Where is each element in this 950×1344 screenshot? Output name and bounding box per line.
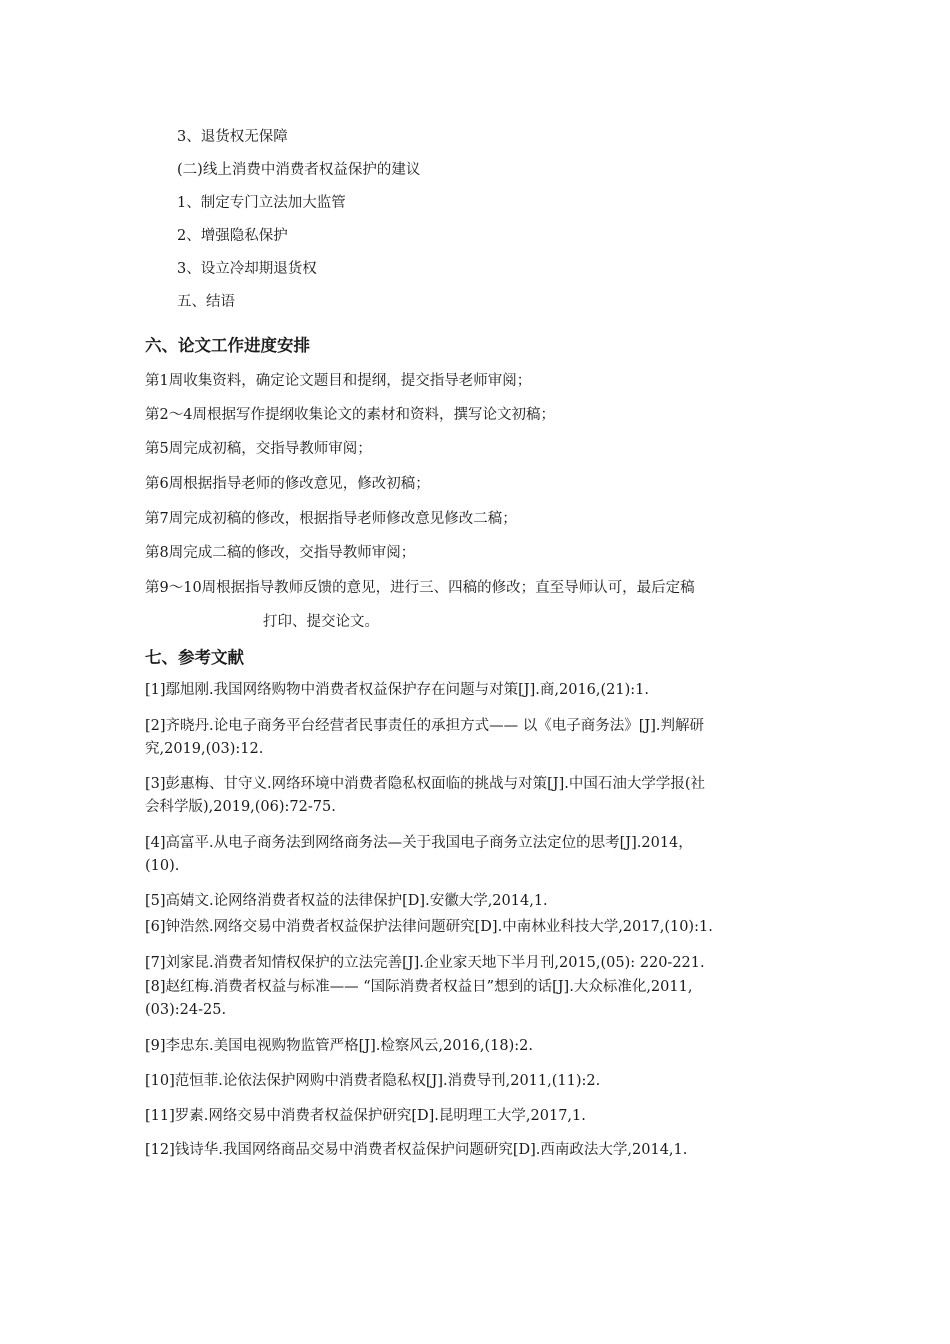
reference-line: 究,2019,(03):12. — [145, 741, 264, 757]
outline-item: (二)线上消费中消费者权益保护的建议 — [177, 162, 421, 178]
reference-item — [145, 1105, 810, 1128]
reference-item — [145, 1070, 810, 1093]
reference-line: (10). — [145, 858, 180, 874]
schedule-heading: 六、论文工作进度安排 — [145, 336, 310, 355]
reference-line: [9]李忠东.美国电视购物监管严格[J].检察风云,2016,(18):2. — [145, 1038, 533, 1054]
reference-line: [6]钟浩然.网络交易中消费者权益保护法律问题研究[D].中南林业科技大学,2017,(10):1. — [145, 919, 713, 935]
outline-item: 1、制定专门立法加大监管 — [177, 195, 346, 211]
reference-line: [5]高婧文.论网络消费者权益的法律保护[D].安徽大学,2014,1. — [145, 893, 548, 909]
reference-line: [2]齐晓丹.论电子商务平台经营者民事责任的承担方式—— 以《电子商务法》[J].判解研 — [145, 718, 704, 734]
reference-line: [4]高富平.从电子商务法到网络商务法—关于我国电子商务立法定位的思考[J].2014， — [145, 835, 693, 851]
reference-item — [145, 773, 810, 819]
schedule-continuation: 打印、提交论文。 — [263, 614, 379, 630]
reference-item — [145, 832, 810, 878]
reference-line: [11]罗素.网络交易中消费者权益保护研究[D].昆明理工大学,2017,1. — [145, 1108, 586, 1124]
reference-line: [12]钱诗华.我国网络商品交易中消费者权益保护问题研究[D].西南政法大学,2014,1. — [145, 1142, 688, 1158]
schedule-item: 第6周根据指导老师的修改意见，修改初稿； — [145, 476, 430, 492]
reference-item — [145, 715, 810, 761]
reference-item — [145, 976, 810, 1022]
schedule-item: 第2～4周根据写作提纲收集论文的素材和资料，撰写论文初稿； — [145, 407, 555, 423]
schedule-item: 第9～10周根据指导教师反馈的意见，进行三、四稿的修改；直至导师认可，最后定稿 — [145, 580, 695, 596]
reference-line: [10]范恒菲.论依法保护网购中消费者隐私权[J].消费导刊,2011,(11):2. — [145, 1073, 601, 1089]
reference-item — [145, 1035, 810, 1058]
reference-item — [145, 679, 810, 702]
schedule-item: 第7周完成初稿的修改，根据指导老师修改意见修改二稿； — [145, 511, 517, 527]
reference-line: [3]彭惠梅、甘守义.网络环境中消费者隐私权面临的挑战与对策[J].中国石油大学学报(社 — [145, 776, 706, 792]
schedule-item: 第1周收集资料，确定论文题目和提纲，提交指导老师审阅； — [145, 373, 532, 389]
schedule-item: 第5周完成初稿，交指导教师审阅； — [145, 441, 372, 457]
schedule-item: 第8周完成二稿的修改，交指导教师审阅； — [145, 545, 416, 561]
reference-line: [7]刘家昆.消费者知情权保护的立法完善[J].企业家天地下半月刊,2015,(05): 220-221. — [145, 955, 705, 971]
reference-line: (03):24-25. — [145, 1002, 227, 1018]
reference-item — [145, 916, 810, 939]
reference-line: [1]鄢旭刚.我国网络购物中消费者权益保护存在问题与对策[J].商,2016,(21):1. — [145, 682, 649, 698]
references-heading: 七、参考文献 — [145, 648, 244, 667]
outline-item: 五、结语 — [177, 294, 235, 310]
outline-item: 3、退货权无保障 — [177, 129, 288, 145]
outline-item: 2、增强隐私保护 — [177, 228, 288, 244]
reference-line: [8]赵红梅.消费者权益与标准—— “国际消费者权益日”想到的话[J].大众标准化,2011, — [145, 979, 693, 995]
reference-line: 会科学版),2019,(06):72-75. — [145, 799, 336, 815]
outline-item: 3、设立冷却期退货权 — [177, 261, 317, 277]
reference-item — [145, 890, 810, 913]
reference-item — [145, 1139, 810, 1162]
reference-item — [145, 952, 810, 975]
